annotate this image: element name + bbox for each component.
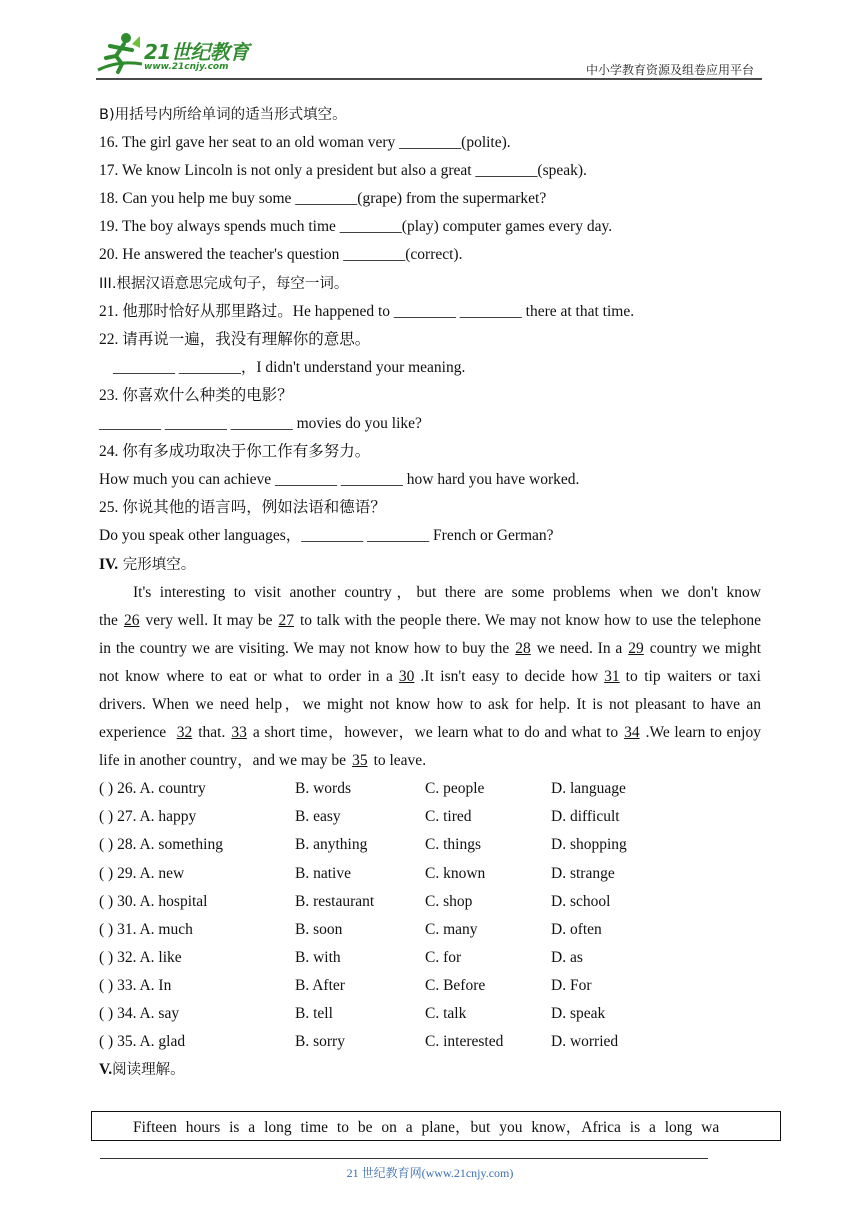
option-d: D. school <box>551 892 611 910</box>
option-d: D. For <box>551 976 592 994</box>
option-c: C. shop <box>425 892 473 910</box>
option-b: B. tell <box>295 1005 333 1022</box>
option-b: B. anything <box>295 836 368 854</box>
reading-passage-box <box>91 1111 781 1141</box>
option-b: B. words <box>295 780 351 798</box>
section-5-number: V. <box>99 1061 113 1079</box>
option-d: D. speak <box>551 1005 606 1022</box>
question-24-cn: 24. 你有多成功取决于你工作有多努力。 <box>99 443 371 461</box>
question-23-cn: 23. 你喜欢什么种类的电影？ <box>99 386 293 404</box>
option-a: ( ) 32. A. like <box>99 948 182 966</box>
option-row-32 <box>99 944 769 972</box>
option-c: C. known <box>425 864 486 882</box>
option-c: C. for <box>425 948 462 966</box>
header-divider <box>96 78 762 80</box>
option-a: ( ) 35. A. glad <box>99 1033 186 1051</box>
question-25-cn: 25. 你说其他的语言吗，例如法语和德语？ <box>99 499 386 517</box>
runner-logo-icon <box>96 30 144 76</box>
passage-text: It's interesting to visit another country，but there are some problems when we don't know the <box>99 583 761 629</box>
section-4-title <box>99 551 769 579</box>
reading-passage-text: Fifteen hours is a long time to be on a plane，but you know，Africa is a long wa <box>133 1119 720 1136</box>
option-c: C. tired <box>425 808 472 826</box>
question-17: 17. We know Lincoln is not only a president but also a great ________(speak). <box>99 162 587 180</box>
option-c: C. people <box>425 780 485 798</box>
option-row-27 <box>99 803 769 831</box>
question-18: 18. Can you help me buy some ________(grape) from the supermarket? <box>99 190 547 208</box>
blank-33: 33 <box>231 724 247 742</box>
footer-site[interactable]: 21 世纪教育网(www.21cnjy.com) <box>346 1166 514 1180</box>
question-25-en: Do you speak other languages，________ ________ French or German? <box>99 527 554 545</box>
option-d: D. often <box>551 920 602 938</box>
option-row-34 <box>99 1000 769 1028</box>
option-d: D. shopping <box>551 836 627 854</box>
worksheet-content <box>99 101 769 1084</box>
logo-text: 21世纪教育 <box>144 40 249 64</box>
question-20: 20. He answered the teacher's question ________(correct). <box>99 246 463 264</box>
option-d: D. strange <box>551 864 615 882</box>
option-row-26 <box>99 775 769 803</box>
option-row-29 <box>99 860 769 888</box>
passage-text: a short time，however，we learn what to do and what to <box>252 724 619 742</box>
question-22-en: ________ ________，I didn't understand your meaning. <box>113 358 466 376</box>
blank-35: 35 <box>352 752 368 770</box>
footer-divider <box>100 1158 708 1159</box>
option-d: D. worried <box>551 1033 619 1051</box>
options-list <box>99 775 769 1056</box>
question-19: 19. The boy always spends much time ________(play) computer games every day. <box>99 218 613 236</box>
blank-29: 29 <box>628 639 644 657</box>
passage-text: we need. In a <box>536 639 623 657</box>
option-c: C. many <box>425 920 478 938</box>
passage-text: that. <box>198 724 226 742</box>
option-a: ( ) 34. A. say <box>99 1005 180 1022</box>
section-4-label: 完形填空。 <box>118 556 196 573</box>
passage-text: to talk with the people there. We may not know how to use the telephone in the country we are visiting. We may not know how to buy the <box>99 611 762 657</box>
option-c: C. talk <box>425 1005 467 1022</box>
section-5-title <box>99 1056 769 1084</box>
blank-26: 26 <box>123 611 140 629</box>
option-b: B. restaurant <box>295 892 375 910</box>
option-d: D. language <box>551 780 626 798</box>
passage-text: very well. It may be <box>145 611 273 629</box>
section-3-title: III.根据汉语意思完成句子，每空一词。 <box>99 275 349 292</box>
section-4-number: IV. <box>99 555 119 573</box>
question-23-en: ________ ________ ________ movies do you like? <box>99 415 422 433</box>
question-24-en: How much you can achieve ________ ________ how hard you have worked. <box>99 471 580 489</box>
blank-27: 27 <box>278 611 294 629</box>
option-b: B. sorry <box>295 1033 345 1051</box>
header-platform-name: 中小学教育资源及组卷应用平台 <box>585 63 754 77</box>
section-5-label: 阅读理解。 <box>112 1062 185 1079</box>
blank-28: 28 <box>515 639 531 657</box>
question-22-cn: 22. 请再说一遍，我没有理解你的意思。 <box>99 330 371 348</box>
question-16: 16. The girl gave her seat to an old woman very ________(polite). <box>99 134 511 152</box>
option-b: B. After <box>295 976 345 994</box>
blank-31: 31 <box>604 667 620 685</box>
logo-url: www.21cnjy.com <box>144 62 229 72</box>
option-b: B. easy <box>295 808 341 826</box>
blank-34: 34 <box>624 724 640 742</box>
option-row-30 <box>99 888 769 916</box>
passage-text: to tip waiters or taxi drivers. When we need help，we might not know how to ask for help. It is not pleasant to have an experience <box>99 667 761 742</box>
option-b: B. with <box>295 948 341 966</box>
option-b: B. native <box>295 864 351 882</box>
blank-30: 30 <box>398 667 415 685</box>
passage-text: to leave. <box>373 752 427 770</box>
option-c: C. Before <box>425 976 486 994</box>
option-c: C. interested <box>425 1033 504 1051</box>
option-row-35 <box>99 1028 769 1056</box>
option-b: B. soon <box>295 920 343 938</box>
option-a: ( ) 30. A. hospital <box>99 892 208 910</box>
option-a: ( ) 33. A. In <box>99 976 172 994</box>
option-a: ( ) 31. A. much <box>99 920 193 938</box>
logo <box>96 30 266 76</box>
option-a: ( ) 29. A. new <box>99 864 185 882</box>
option-row-28 <box>99 831 769 859</box>
section-b-title: B)用括号内所给单词的适当形式填空。 <box>99 107 347 123</box>
passage-text: .We learn to enjoy life in another country，and we may be <box>99 724 761 770</box>
option-d: D. as <box>551 948 583 966</box>
question-21: 21. 他那时恰好从那里路过。He happened to ________ ________ there at that time. <box>99 302 635 320</box>
option-row-31 <box>99 916 769 944</box>
blank-32: 32 <box>176 724 193 742</box>
option-row-33 <box>99 972 769 1000</box>
passage-text: country we might not know where to eat or what to order in a <box>99 639 762 685</box>
option-a: ( ) 26. A. country <box>99 780 206 798</box>
option-a: ( ) 27. A. happy <box>99 808 197 826</box>
cloze-passage <box>99 579 761 776</box>
page-header <box>96 30 762 80</box>
option-d: D. difficult <box>551 808 620 826</box>
option-a: ( ) 28. A. something <box>99 836 223 854</box>
option-c: C. things <box>425 836 481 854</box>
passage-text: .It isn't easy to decide how <box>420 667 599 685</box>
